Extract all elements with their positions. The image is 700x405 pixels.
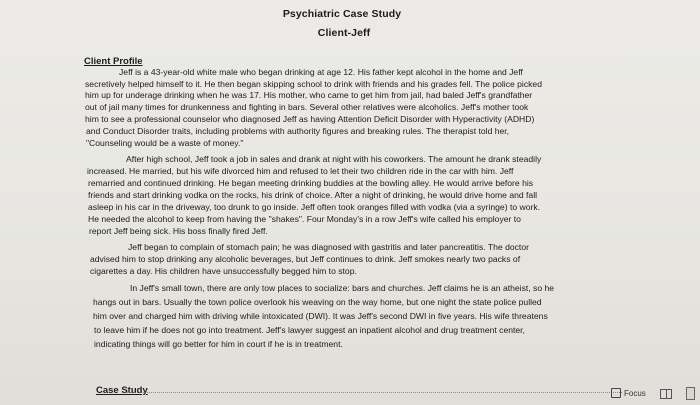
paragraph-line: He needed the alcohol to keep from having the "shakes". Four Monday's in a row Jeff's wife called his employer to [88, 214, 521, 224]
paragraph-line: cigarettes a day. His children have unsuccessfully begged him to stop. [90, 266, 357, 276]
paragraph-line: out of jail many times for drunkenness and fighting in bars. Several other relatives were alcoholics. Jeff's mother took [85, 102, 529, 112]
focus-button[interactable] [611, 388, 646, 398]
paragraph-line: friends and start drinking vodka on the rocks, his drink of choice. After a night of drinking, he would drive home and fall [88, 190, 538, 200]
paragraph-line: After high school, Jeff took a job in sales and drank at night with his coworkers. The amount he drank steadily [126, 154, 542, 164]
paragraph-line: "Counseling would be a waste of money." [86, 138, 244, 148]
read-mode-icon[interactable] [660, 389, 672, 399]
paragraph-line: him over and charged him with driving while intoxicated (DWI). It was Jeff's second DWI in five years. His wife threatens [93, 311, 548, 321]
paragraph-line: to leave him if he does not go into treatment. Jeff's lawyer suggest an inpatient alcohol and drug treatment center, [94, 325, 525, 335]
section-heading-case-study: Case Study [96, 385, 148, 396]
paragraph-line: asleep in his car in the driveway, too drunk to go inside. Jeff often took oranges filled with vodka (via a syringe) to work. [88, 202, 541, 212]
paragraph-line: Jeff is a 43-year-old white male who began drinking at age 12. His father kept alcohol in the home and Jeff [119, 67, 523, 77]
document-title: Psychiatric Case Study [282, 8, 402, 20]
focus-label: Focus [624, 388, 646, 398]
paragraph-line: hangs out in bars. Usually the town police overlook his weaving on the way home, but one night the state police pulled [93, 297, 542, 307]
section-heading-client-profile: Client Profile [84, 56, 143, 67]
page-view-icon[interactable] [686, 387, 695, 400]
paragraph-line: and Conduct Disorder traits, including problems with authority figures and breaking rules. The therapist told her, [86, 126, 510, 136]
paragraph-line: him to see a professional counselor who diagnosed Jeff as having Attention Deficit Disorder with Hyperactivity (ADHD) [85, 114, 535, 124]
paragraph-line: Jeff began to complain of stomach pain; he was diagnosed with gastritis and later pancreatitis. The doctor [128, 242, 529, 252]
document-subtitle: Client-Jeff [317, 27, 371, 39]
paragraph-line: report Jeff being sick. His boss finally fired Jeff. [89, 226, 268, 236]
focus-icon [611, 388, 621, 398]
cut-off-text-line [122, 392, 622, 397]
paragraph-line: advised him to stop drinking any alcoholic beverages, but Jeff continues to drink. Jeff smokes nearly two packs of [90, 254, 521, 264]
paragraph-line: In Jeff's small town, there are only tow places to socialize: bars and churches. Jeff claims he is an atheist, so he [130, 283, 555, 293]
paragraph-line: him up for underage drinking when he was 17. His mother, who came to get him from jail, had baled Jeff's grandfather [85, 90, 533, 100]
paragraph-line: remarried and continued drinking. He began meeting drinking buddies at the bowling alley. He would arrive before his [88, 178, 534, 188]
paragraph-line: secretively helped himself to it. He then began skipping school to drink with friends and his grades fell. The police picked [85, 79, 542, 89]
paragraph-line: increased. He married, but his wife divorced him and refused to let their two children ride in the car with him. Jeff [87, 166, 514, 176]
paragraph-line: indicating things will go better for him in court if he is in treatment. [94, 339, 343, 349]
